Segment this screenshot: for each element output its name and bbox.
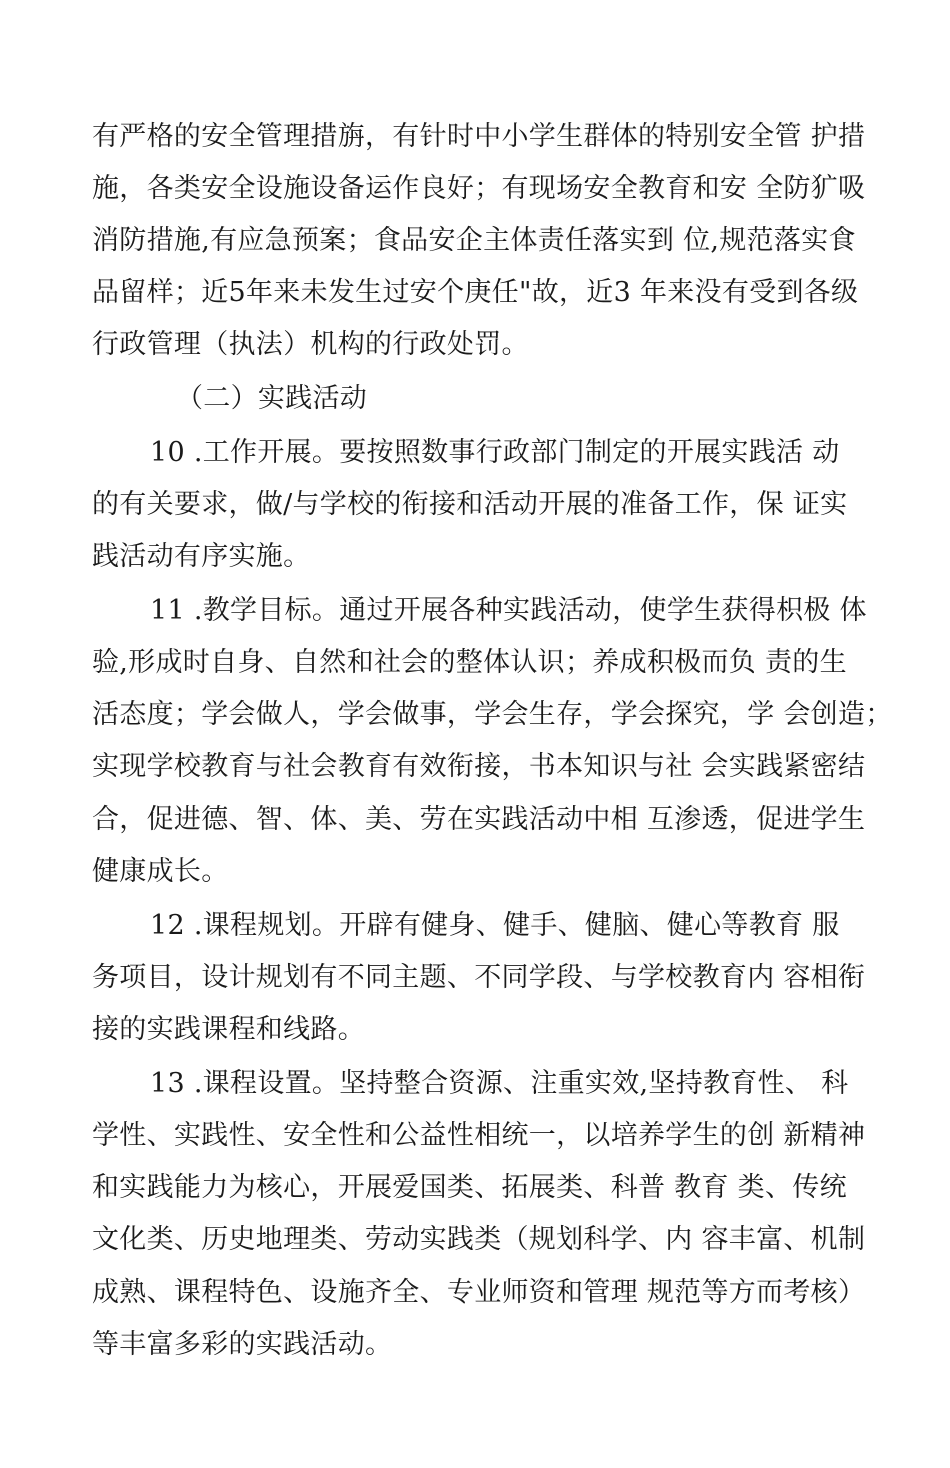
item-11-line-3: 活态度；学会做人，学会做事，学会生存，学会探究，学 会创造； <box>92 699 893 730</box>
item-10-line-3: 践活动有序实施。 <box>92 541 311 572</box>
item-12-line-3: 接的实践课程和线路。 <box>92 1014 365 1045</box>
item-10-line-2: 的有关要求，做/与学校的衔接和活动开展的准备工作，保 证实 <box>92 489 848 520</box>
text-line-4: 品留样；近5年来未发生过安个庚任"故，近3 年来没有受到各级 <box>92 277 859 308</box>
item-13-line-2: 学性、实践性、安全性和公益性相统一，以培养学生的创 新精神 <box>92 1120 866 1151</box>
item-13-line-4: 文化类、历史地理类、劳动实践类（规划科学、内 容丰富、机制 <box>92 1224 866 1255</box>
item-11-line-1: 11 .教学目标。通过开展各种实践活动，使学生获得枳极 体 <box>150 595 867 626</box>
item-10-line-1: 10 .工作开展。要按照数事行政部门制定的开展实践活 动 <box>150 437 840 468</box>
item-13-line-1: 13 .课程设置。坚持整合资源、注重实效,坚持教育性、 科 <box>150 1068 849 1099</box>
item-12-line-1: 12 .课程规划。开辟有健身、健手、健脑、健心等教育 服 <box>150 910 840 941</box>
text-line-2: 施，各类安全设施设备运作良好；有现场安全教育和安 全防犷吸 <box>92 173 866 204</box>
item-13-line-3: 和实践能力为核心，开展爱国类、拓展类、科普 教育 类、传统 <box>92 1172 847 1203</box>
text-line-1: 有严格的安全管理措旃，有针时中小学生群体的特别安全管 护措 <box>92 121 866 152</box>
item-12-line-2: 务项目，设计规划有不同主题、不同学段、与学校教育内 容相衔 <box>92 962 866 993</box>
item-11-line-4: 实现学校教育与社会教育有效衔接，书本知识与社 会实践紧密结 <box>92 751 866 782</box>
item-11-line-6: 健康成长。 <box>92 856 229 887</box>
item-13-line-5: 成熟、课程特色、设施齐全、专业师资和管理 规范等方而考核） <box>92 1277 866 1308</box>
text-line-5: 行政管理（执法）机构的行政处罚。 <box>92 329 529 360</box>
item-11-line-5: 合，促进德、智、体、美、劳在实践活动中相 互渗透，促进学生 <box>92 804 866 835</box>
text-line-3: 消防措施,有应急预案；食品安企主体责任落实到 位,规范落实食 <box>92 225 856 256</box>
section-heading: （二）实践活动 <box>176 383 368 414</box>
item-13-line-6: 等丰富多彩的实践活动。 <box>92 1329 393 1360</box>
item-11-line-2: 验,形成时自身、自然和社会的整体认识；养成积极而负 责的生 <box>92 647 847 678</box>
